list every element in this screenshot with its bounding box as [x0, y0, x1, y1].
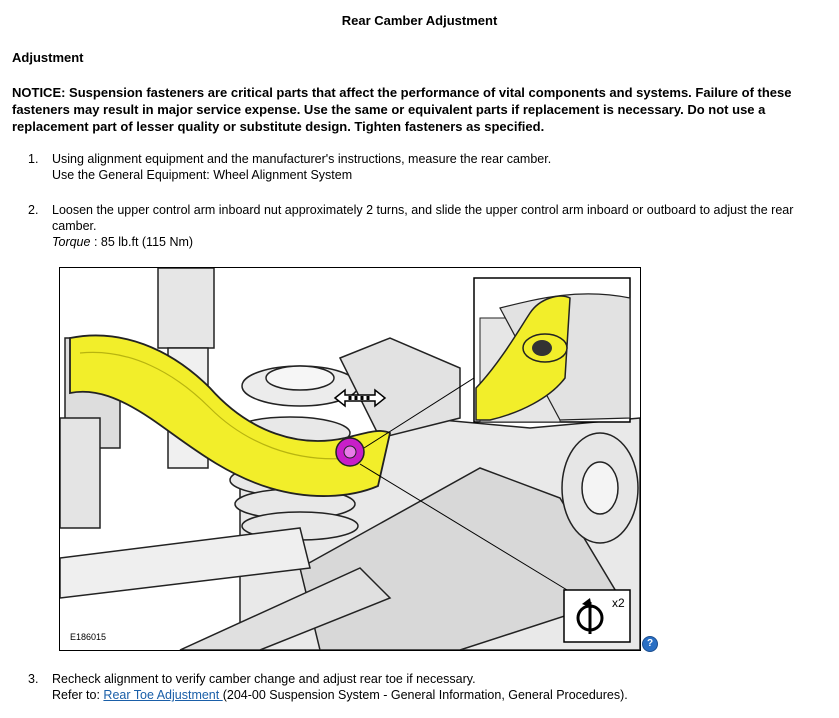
- step-text: Loosen the upper control arm inboard nut approximately 2 turns, and slide the upper control arm inboard or outboard to adjust the rear camber.: [52, 203, 794, 233]
- torque-value: : 85 lb.ft (115 Nm): [93, 235, 194, 249]
- notice-text: NOTICE: Suspension fasteners are critical parts that affect the performance of vital components and systems. Failure of these fasteners may result in major service expense. Use the same or equivalent parts if replacement is necessary. Do not use a replacement part of lesser quality or substitute design. Tighten fasteners as specified.: [12, 85, 792, 134]
- step-number: 2.: [28, 203, 39, 217]
- step-text: Using alignment equipment and the manufacturer's instructions, measure the rear camber.: [52, 152, 552, 166]
- step-text: Recheck alignment to verify camber change and adjust rear toe if necessary.: [52, 672, 476, 686]
- help-icon[interactable]: ?: [642, 636, 658, 652]
- section-heading: Adjustment: [12, 50, 84, 65]
- inboard-nut: [336, 438, 364, 466]
- step-1: [28, 151, 828, 183]
- step-subtext: Use the General Equipment: Wheel Alignment System: [52, 168, 353, 182]
- illustration: [59, 267, 641, 651]
- refer-suffix: (204-00 Suspension System - General Information, General Procedures).: [222, 688, 628, 702]
- refer-line: [52, 687, 828, 703]
- detail-inset: [474, 278, 630, 422]
- torque-spec: [52, 234, 828, 250]
- step-number: 3.: [28, 672, 39, 686]
- torque-label: Torque: [52, 235, 91, 249]
- rear-toe-adjustment-link[interactable]: Rear Toe Adjustment: [103, 688, 223, 702]
- refer-prefix: Refer to:: [52, 688, 104, 702]
- step-2: [28, 202, 828, 250]
- step-number: 1.: [28, 152, 39, 166]
- step-3: [28, 671, 828, 703]
- figure-id: E186015: [70, 632, 107, 642]
- turns-label: x2: [612, 596, 625, 610]
- suspension-illustration: [60, 268, 640, 650]
- page-title: Rear Camber Adjustment: [341, 13, 498, 28]
